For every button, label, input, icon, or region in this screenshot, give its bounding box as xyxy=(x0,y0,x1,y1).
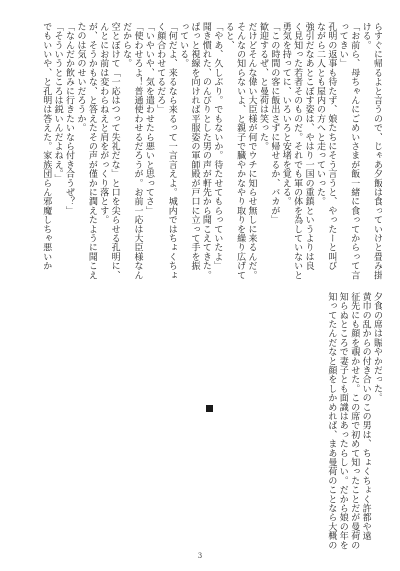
text-line: ける。 xyxy=(360,22,371,50)
text-line: ながら二人とも屋内の方へと走っていった。 xyxy=(314,22,325,206)
text-line: 勇気を持ってに、いろいろと安堵を覚える。 xyxy=(280,22,291,206)
text-line: 聞き慣れた、のんびりとした男の声が軒先から聞こえてきた。 xyxy=(200,22,211,280)
text-line: 夕食の席は賑やかだった。 xyxy=(372,292,382,403)
text-line: そんなの知らないよ、と親子で臓やかなやり取りを繰り広げて xyxy=(235,22,246,280)
text-line: 「この時間の客に飯出さずに帰せるか、バカが」 xyxy=(269,22,280,225)
top-text-block xyxy=(22,22,382,280)
text-line: だからな。 xyxy=(121,22,132,68)
text-line: が、そうかもな、と答えたその声が僅かに潤えたように聞こえ xyxy=(86,22,97,280)
text-line: ってきい」 xyxy=(337,22,348,68)
text-line: らすぐに帰るよと言うので、じゃあ夕飯は食っていけと畳み掛 xyxy=(372,22,382,280)
text-line: 「お前ら、母ちゃんにごめいさまが飯一緒に食ってからって言 xyxy=(349,22,360,280)
text-line: 「使わせろよ！普通使わせるだろうが。お前一応は大臣様なん xyxy=(132,22,143,280)
text-line: 「やあ、久しぶり。でもないか。待たせてもらっていたよ」 xyxy=(212,22,223,271)
bottom-text-block xyxy=(22,292,382,550)
text-line: 「そういうところは鋭いんだよねえ。」 xyxy=(52,22,63,184)
text-line: 「なんだか飲みに行きたいなら付き合うぜ？」 xyxy=(64,22,75,216)
text-line: たのは気のせいだろうか。 xyxy=(75,22,86,133)
text-line: でもいいや、と孔明は答えた。家族団らん邪魔しちゃ悪いか xyxy=(41,22,52,271)
text-line: く顔合わせてるだろ」 xyxy=(155,22,166,114)
text-line: く見知った若者そのものだ。それでも軍の体を為していないと xyxy=(292,22,303,280)
text-line: 知らぬところで妻子とも面識はあったらしい。だから娘の年を xyxy=(337,292,348,550)
text-line: 征先にも顔を覗かせた。この席で初めて知ったことだが曼荷の xyxy=(349,292,360,550)
page-number: 3 xyxy=(197,552,203,560)
text-line: 歓迎するぜ、と曼荷は笑った。 xyxy=(257,22,268,151)
text-line: 強引だなあとこぼす姿は、やはり一国の重鎮というよりは良 xyxy=(303,22,314,271)
text-line: だけどそんな偉い大臣様が何でウチに知らせ無しに来るんだ。 xyxy=(246,22,257,280)
text-line: 知ってたんだなと顔をしかめれば、まあ曼荷のことなら大概の xyxy=(326,292,337,550)
text-line: 黄巾の乱からの付き合いのこの男は、ちょくちょく許都や遠 xyxy=(360,292,371,541)
text-line: 孔明の返事も待たず、娘たちにそう言うと、やったーと叫び xyxy=(326,22,337,271)
text-line: 「いやいや、気を遣わせたら悪いと思ってさ」 xyxy=(143,22,154,216)
text-line: っている。 xyxy=(178,22,189,68)
text-line: 空とぼけて「一応はつって失礼だな」と口を尖らせる孔明に、 xyxy=(109,22,120,280)
text-line: 「何だよ、来るなら来るって一言言えよ。城内ではちょくちょ xyxy=(166,22,177,280)
text-line: んとにお前は変わらねえと肩をがっくり落とす。 xyxy=(98,22,109,225)
text-line: ると、 xyxy=(223,22,234,50)
text-line: ぱっと視線を向ければ平服姿の軍師殿が戸口に立って手を振 xyxy=(189,22,200,271)
